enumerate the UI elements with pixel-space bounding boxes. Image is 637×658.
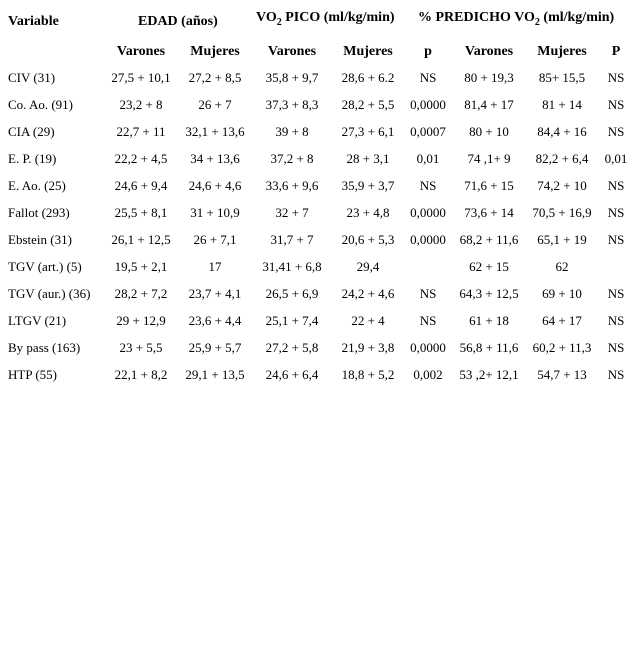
cell-vo2-mujeres: 28,2 + 5,5	[341, 97, 395, 112]
table-row	[0, 151, 637, 171]
cell-vo2-p: 0,0000	[410, 232, 446, 247]
cell-edad-varones: 27,5 + 10,1	[111, 70, 171, 85]
cell-edad-mujeres: 23,6 + 4,4	[188, 313, 242, 328]
cell-edad-varones: 23 + 5,5	[119, 340, 163, 355]
cell-edad-varones: 29 + 12,9	[116, 313, 166, 328]
header-predicho-subscript: 2	[534, 17, 540, 28]
row-label: CIA (29)	[8, 124, 55, 139]
table-row	[0, 259, 637, 279]
cell-pred-p: NS	[607, 178, 625, 193]
cell-edad-varones: 25,5 + 8,1	[114, 205, 168, 220]
subheader-vo2-varones: Varones	[267, 44, 317, 59]
cell-vo2-varones: 27,2 + 5,8	[265, 340, 319, 355]
row-label: Ebstein (31)	[8, 232, 72, 247]
cell-vo2-p: 0,01	[416, 151, 440, 166]
cell-vo2-varones: 33,6 + 9,6	[265, 178, 319, 193]
row-label: HTP (55)	[8, 367, 57, 382]
cell-pred-varones: 80 + 10	[469, 124, 509, 139]
cell-edad-mujeres: 25,9 + 5,7	[188, 340, 242, 355]
cell-pred-varones: 61 + 18	[469, 313, 509, 328]
table-row	[0, 70, 637, 90]
cell-edad-varones: 24,6 + 9,4	[114, 178, 168, 193]
cell-pred-mujeres: 85+ 15,5	[538, 70, 586, 85]
cell-vo2-varones: 31,41 + 6,8	[262, 259, 322, 274]
cell-pred-mujeres: 62	[555, 259, 569, 274]
cell-pred-p: NS	[607, 313, 625, 328]
cell-pred-mujeres: 82,2 + 6,4	[535, 151, 589, 166]
cell-edad-mujeres: 17	[208, 259, 222, 274]
cell-pred-varones: 56,8 + 11,6	[459, 340, 519, 355]
header-vo2-suffix: PICO (ml/kg/min)	[281, 10, 395, 25]
cell-vo2-varones: 35,8 + 9,7	[265, 70, 319, 85]
cell-pred-varones: 73,6 + 14	[464, 205, 514, 220]
cell-vo2-mujeres: 22 + 4	[351, 313, 385, 328]
cell-pred-varones: 81,4 + 17	[464, 97, 514, 112]
cell-pred-mujeres: 69 + 10	[542, 286, 582, 301]
row-label: TGV (art.) (5)	[8, 259, 82, 274]
cell-edad-varones: 23,2 + 8	[119, 97, 163, 112]
table-row	[0, 313, 637, 333]
cell-pred-p: NS	[607, 124, 625, 139]
cell-edad-mujeres: 34 + 13,6	[190, 151, 240, 166]
cell-vo2-p: NS	[419, 313, 437, 328]
cell-vo2-p: 0,002	[413, 367, 443, 382]
cell-vo2-varones: 37,2 + 8	[270, 151, 314, 166]
cell-vo2-varones: 26,5 + 6,9	[265, 286, 319, 301]
cell-vo2-p: 0,0007	[410, 124, 446, 139]
cell-edad-mujeres: 24,6 + 4,6	[188, 178, 242, 193]
cell-vo2-p: NS	[419, 286, 437, 301]
cell-vo2-mujeres: 20,6 + 5,3	[341, 232, 395, 247]
row-label: E. P. (19)	[8, 151, 57, 166]
table-row	[0, 232, 637, 252]
cell-pred-p: NS	[607, 232, 625, 247]
subheader-pred-p: P	[611, 44, 621, 59]
cell-pred-mujeres: 60,2 + 11,3	[532, 340, 592, 355]
header-vo2-subscript: 2	[276, 17, 282, 28]
row-label: Co. Ao. (91)	[8, 97, 73, 112]
subheader-pred-mujeres: Mujeres	[537, 44, 587, 59]
cell-vo2-mujeres: 27,3 + 6,1	[341, 124, 395, 139]
cell-vo2-mujeres: 35,9 + 3,7	[341, 178, 395, 193]
cell-vo2-mujeres: 18,8 + 5,2	[341, 367, 395, 382]
cell-vo2-mujeres: 23 + 4,8	[346, 205, 390, 220]
cell-edad-mujeres: 32,1 + 13,6	[185, 124, 245, 139]
cell-vo2-p: NS	[419, 178, 437, 193]
cell-edad-varones: 22,2 + 4,5	[114, 151, 168, 166]
header-edad: EDAD (años)	[138, 14, 218, 29]
cell-pred-p: NS	[607, 70, 625, 85]
subheader-vo2-p: p	[424, 44, 432, 59]
table-row	[0, 124, 637, 144]
subheader-edad-mujeres: Mujeres	[190, 44, 240, 59]
cell-vo2-varones: 39 + 8	[275, 124, 309, 139]
cell-pred-p: 0,01	[604, 151, 628, 166]
header-predicho-vo2	[418, 10, 614, 26]
cell-edad-varones: 22,7 + 11	[116, 124, 166, 139]
row-label: TGV (aur.) (36)	[8, 286, 91, 301]
cell-edad-mujeres: 26 + 7,1	[193, 232, 237, 247]
header-variable: Variable	[8, 14, 59, 29]
row-label: CIV (31)	[8, 70, 56, 85]
cell-vo2-varones: 32 + 7	[275, 205, 309, 220]
subheader-edad-varones: Varones	[116, 44, 166, 59]
cell-pred-mujeres: 64 + 17	[542, 313, 582, 328]
cell-edad-varones: 28,2 + 7,2	[114, 286, 168, 301]
table-row	[0, 205, 637, 225]
cell-edad-mujeres: 29,1 + 13,5	[185, 367, 245, 382]
header-predicho-prefix: % PREDICHO VO	[418, 10, 535, 25]
cell-vo2-mujeres: 28 + 3,1	[346, 151, 390, 166]
subheader-vo2-mujeres: Mujeres	[343, 44, 393, 59]
cell-pred-varones: 62 + 15	[469, 259, 509, 274]
header-predicho-suffix: (ml/kg/min)	[539, 10, 615, 25]
cell-pred-p: NS	[607, 286, 625, 301]
cell-pred-mujeres: 65,1 + 19	[537, 232, 587, 247]
cell-pred-mujeres: 74,2 + 10	[537, 178, 587, 193]
cell-vo2-varones: 37,3 + 8,3	[265, 97, 319, 112]
table-row	[0, 367, 637, 387]
cell-vo2-mujeres: 29,4	[356, 259, 380, 274]
cell-vo2-varones: 25,1 + 7,4	[265, 313, 319, 328]
cell-edad-mujeres: 31 + 10,9	[190, 205, 240, 220]
table-row	[0, 340, 637, 360]
cell-pred-varones: 71,6 + 15	[464, 178, 514, 193]
row-label: LTGV (21)	[8, 313, 67, 328]
table-row	[0, 97, 637, 117]
subheader-pred-varones: Varones	[464, 44, 514, 59]
cell-pred-mujeres: 81 + 14	[542, 97, 582, 112]
cell-pred-mujeres: 54,7 + 13	[537, 367, 587, 382]
cell-pred-varones: 68,2 + 11,6	[459, 232, 519, 247]
row-label: E. Ao. (25)	[8, 178, 66, 193]
cell-vo2-p: NS	[419, 70, 437, 85]
cell-vo2-p: 0,0000	[410, 205, 446, 220]
cell-pred-p: NS	[607, 97, 625, 112]
cell-pred-varones: 53 ,2+ 12,1	[459, 367, 519, 382]
table-row	[0, 178, 637, 198]
cell-vo2-mujeres: 28,6 + 6.2	[341, 70, 395, 85]
header-vo2-prefix: VO	[256, 10, 277, 25]
cell-pred-mujeres: 84,4 + 16	[537, 124, 587, 139]
cell-pred-p: NS	[607, 205, 625, 220]
cell-vo2-p: 0,0000	[410, 340, 446, 355]
cell-vo2-mujeres: 24,2 + 4,6	[341, 286, 395, 301]
cell-vo2-mujeres: 21,9 + 3,8	[341, 340, 395, 355]
cell-edad-mujeres: 27,2 + 8,5	[188, 70, 242, 85]
cell-pred-varones: 80 + 19,3	[464, 70, 514, 85]
cell-vo2-varones: 24,6 + 6,4	[265, 367, 319, 382]
row-label: By pass (163)	[8, 340, 81, 355]
cell-edad-mujeres: 23,7 + 4,1	[188, 286, 242, 301]
cell-pred-varones: 64,3 + 12,5	[459, 286, 519, 301]
table-row	[0, 286, 637, 306]
cell-edad-mujeres: 26 + 7	[198, 97, 232, 112]
cell-pred-p: NS	[607, 367, 625, 382]
cell-edad-varones: 26,1 + 12,5	[111, 232, 171, 247]
cell-vo2-varones: 31,7 + 7	[270, 232, 314, 247]
cell-edad-varones: 19,5 + 2,1	[114, 259, 168, 274]
cell-edad-varones: 22,1 + 8,2	[114, 367, 168, 382]
cell-pred-p: NS	[607, 340, 625, 355]
cell-vo2-p: 0,0000	[410, 97, 446, 112]
row-label: Fallot (293)	[8, 205, 70, 220]
cell-pred-varones: 74 ,1+ 9	[467, 151, 511, 166]
cell-pred-mujeres: 70,5 + 16,9	[532, 205, 592, 220]
header-vo2-pico	[256, 10, 395, 26]
